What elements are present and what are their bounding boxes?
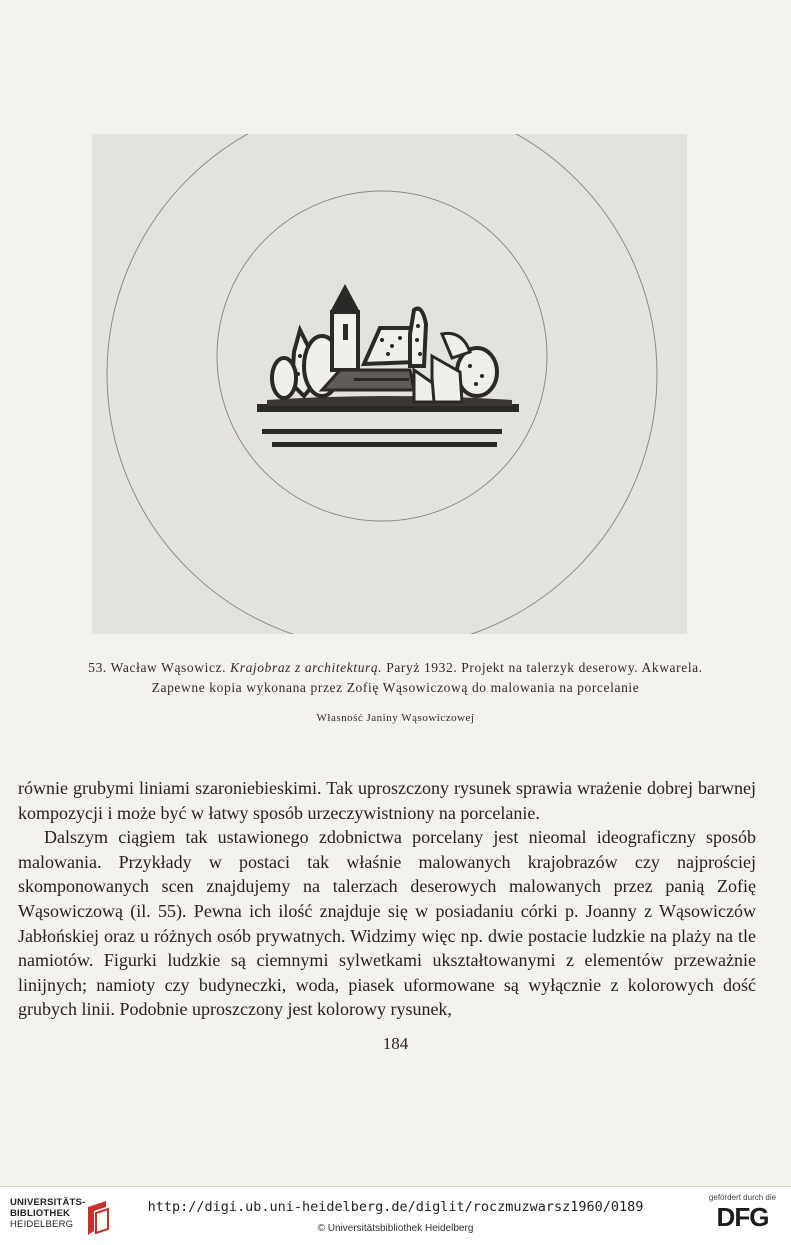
paragraph-2: Dalszym ciągiem tak ustawionego zdobnictwa porcelany jest nieomal ideograficzny sposób malowania. Przykłady w postaci tak właśnie malowanych krajobrazów czy najprościej skomponowanych scen znajdujemy na talerzach deserowych malowanych przez panią Zofię Wąsowiczową (il. 55). Pewna ich ilość znajduje się w posiadaniu córki p. Joanny z Wąsowiczów Jabłońskiej oraz u różnych osób prywatnych. Widzimy więc np. dwie postacie ludzkie na plaży na tle namiotów. Figurki ludzkie są ciemnymi sylwetkami ukształtowanymi z elementów przeważnie linijnych; namioty czy budyneczki, woda, piasek uformowane są wyłącznie z kolorowych dość grubych linii. Podobnie uproszczony jest kolorowy rysunek,: [18, 827, 756, 1020]
dfg-logo[interactable]: [700, 1193, 785, 1239]
copyright-notice: © Universitätsbibliothek Heidelberg: [317, 1223, 474, 1234]
library-name-line-3: HEIDELBERG: [10, 1219, 74, 1230]
caption-number: 53.: [88, 660, 107, 675]
permalink-url[interactable]: http://digi.ub.uni-heidelberg.de/diglit/roczmuzwarsz1960/0189: [147, 1199, 644, 1215]
paragraph-1: równie grubymi liniami szaroniebieskimi. Tak uproszczony rysunek sprawia wrażenie dobrej barwnej kompozycji i może być w łatwy sposób urzeczywistniony na porcelanie.: [18, 778, 756, 823]
caption-details: Paryż 1932. Projekt na talerzyk deserowy. Akwarela.: [386, 660, 703, 675]
viewer-footer: [0, 1186, 791, 1245]
body-text: [18, 776, 756, 1022]
dfg-mark: DFG: [716, 1202, 769, 1232]
caption-author: Wacław Wąsowicz.: [110, 660, 227, 675]
library-name-line-1: UNIVERSITÄTS-: [10, 1197, 86, 1208]
page-number: 184: [382, 1034, 409, 1053]
caption-title: Krajobraz z architekturą.: [230, 660, 383, 675]
plate-illustration: [92, 134, 687, 634]
plate-drawing-icon: [92, 134, 687, 634]
figure-ownership-note: Własność Janiny Wąsowiczowej: [316, 712, 475, 724]
library-name-line-2: BIBLIOTHEK: [10, 1208, 71, 1219]
dfg-label: gefördert durch die: [708, 1193, 777, 1202]
figure-caption-line-2: Zapewne kopia wykonana przez Zofię Wąsowiczową do malowania na porcelanie: [151, 680, 640, 695]
figure-caption-line-1: [0, 660, 791, 676]
